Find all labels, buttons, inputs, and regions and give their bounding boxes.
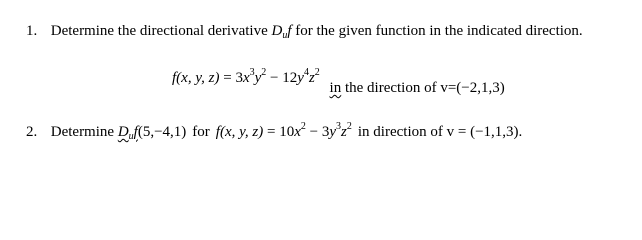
term-2-exp-2: 2	[314, 67, 320, 78]
formula-lhs: f(x, y, z)	[215, 124, 264, 140]
term-1-exp-1: 3	[249, 67, 255, 78]
in-word: in	[329, 80, 342, 96]
term-1-var-1: x	[242, 70, 250, 86]
term-2-var-2: z	[308, 70, 315, 86]
problem-1-formula	[172, 67, 324, 86]
formula-equals: =	[219, 70, 236, 86]
term-1-coefficient: 3	[235, 70, 243, 86]
term-2-sign: −	[305, 124, 322, 140]
problem-2-number: 2.	[26, 124, 38, 140]
problem-1-text-before: Determine the directional derivative	[50, 23, 272, 39]
term-2-var-1: y	[297, 70, 304, 86]
term-2-exp-1: 3	[336, 121, 342, 132]
term-2-coefficient: 12	[282, 70, 298, 86]
problem-2-direction: in direction of v = (−1,1,3).	[357, 124, 523, 140]
term-2-exp-1: 4	[303, 67, 309, 78]
term-1-var: x	[294, 124, 301, 140]
problem-1-text-after: for the given function in the indicated direction.	[291, 23, 583, 39]
term-2-sign: −	[266, 70, 283, 86]
formula-lhs: f(x, y, z)	[172, 70, 220, 86]
term-1-var-2: y	[254, 70, 262, 86]
problem-1-number: 1.	[26, 23, 38, 39]
problem-1-formula-line	[172, 67, 505, 96]
problem-2-formula	[215, 121, 352, 140]
directional-derivative-at-point: $D_uf$	[117, 124, 138, 142]
formula-equals: =	[263, 124, 280, 140]
term-1-exp-2: 2	[261, 67, 267, 78]
problem-1-statement	[26, 24, 583, 39]
term-1-exp: 2	[300, 121, 306, 132]
term-2-var-1: y	[329, 124, 337, 140]
direction-text: the direction of v=(−2,1,3)	[341, 80, 505, 96]
term-2-coefficient: 3	[321, 124, 330, 140]
term-1-coefficient: 10	[279, 124, 295, 140]
term-2-exp-2: 2	[346, 121, 352, 132]
directional-derivative-symbol: $D_uf$	[271, 23, 292, 41]
problem-2-text-before: Determine	[50, 124, 118, 140]
for-word: for	[192, 124, 210, 140]
problem-2-statement	[26, 121, 523, 142]
evaluation-point: (5,−4,1)	[137, 124, 187, 140]
term-2-var-2: z	[341, 124, 347, 140]
problem-1-direction	[330, 81, 505, 96]
